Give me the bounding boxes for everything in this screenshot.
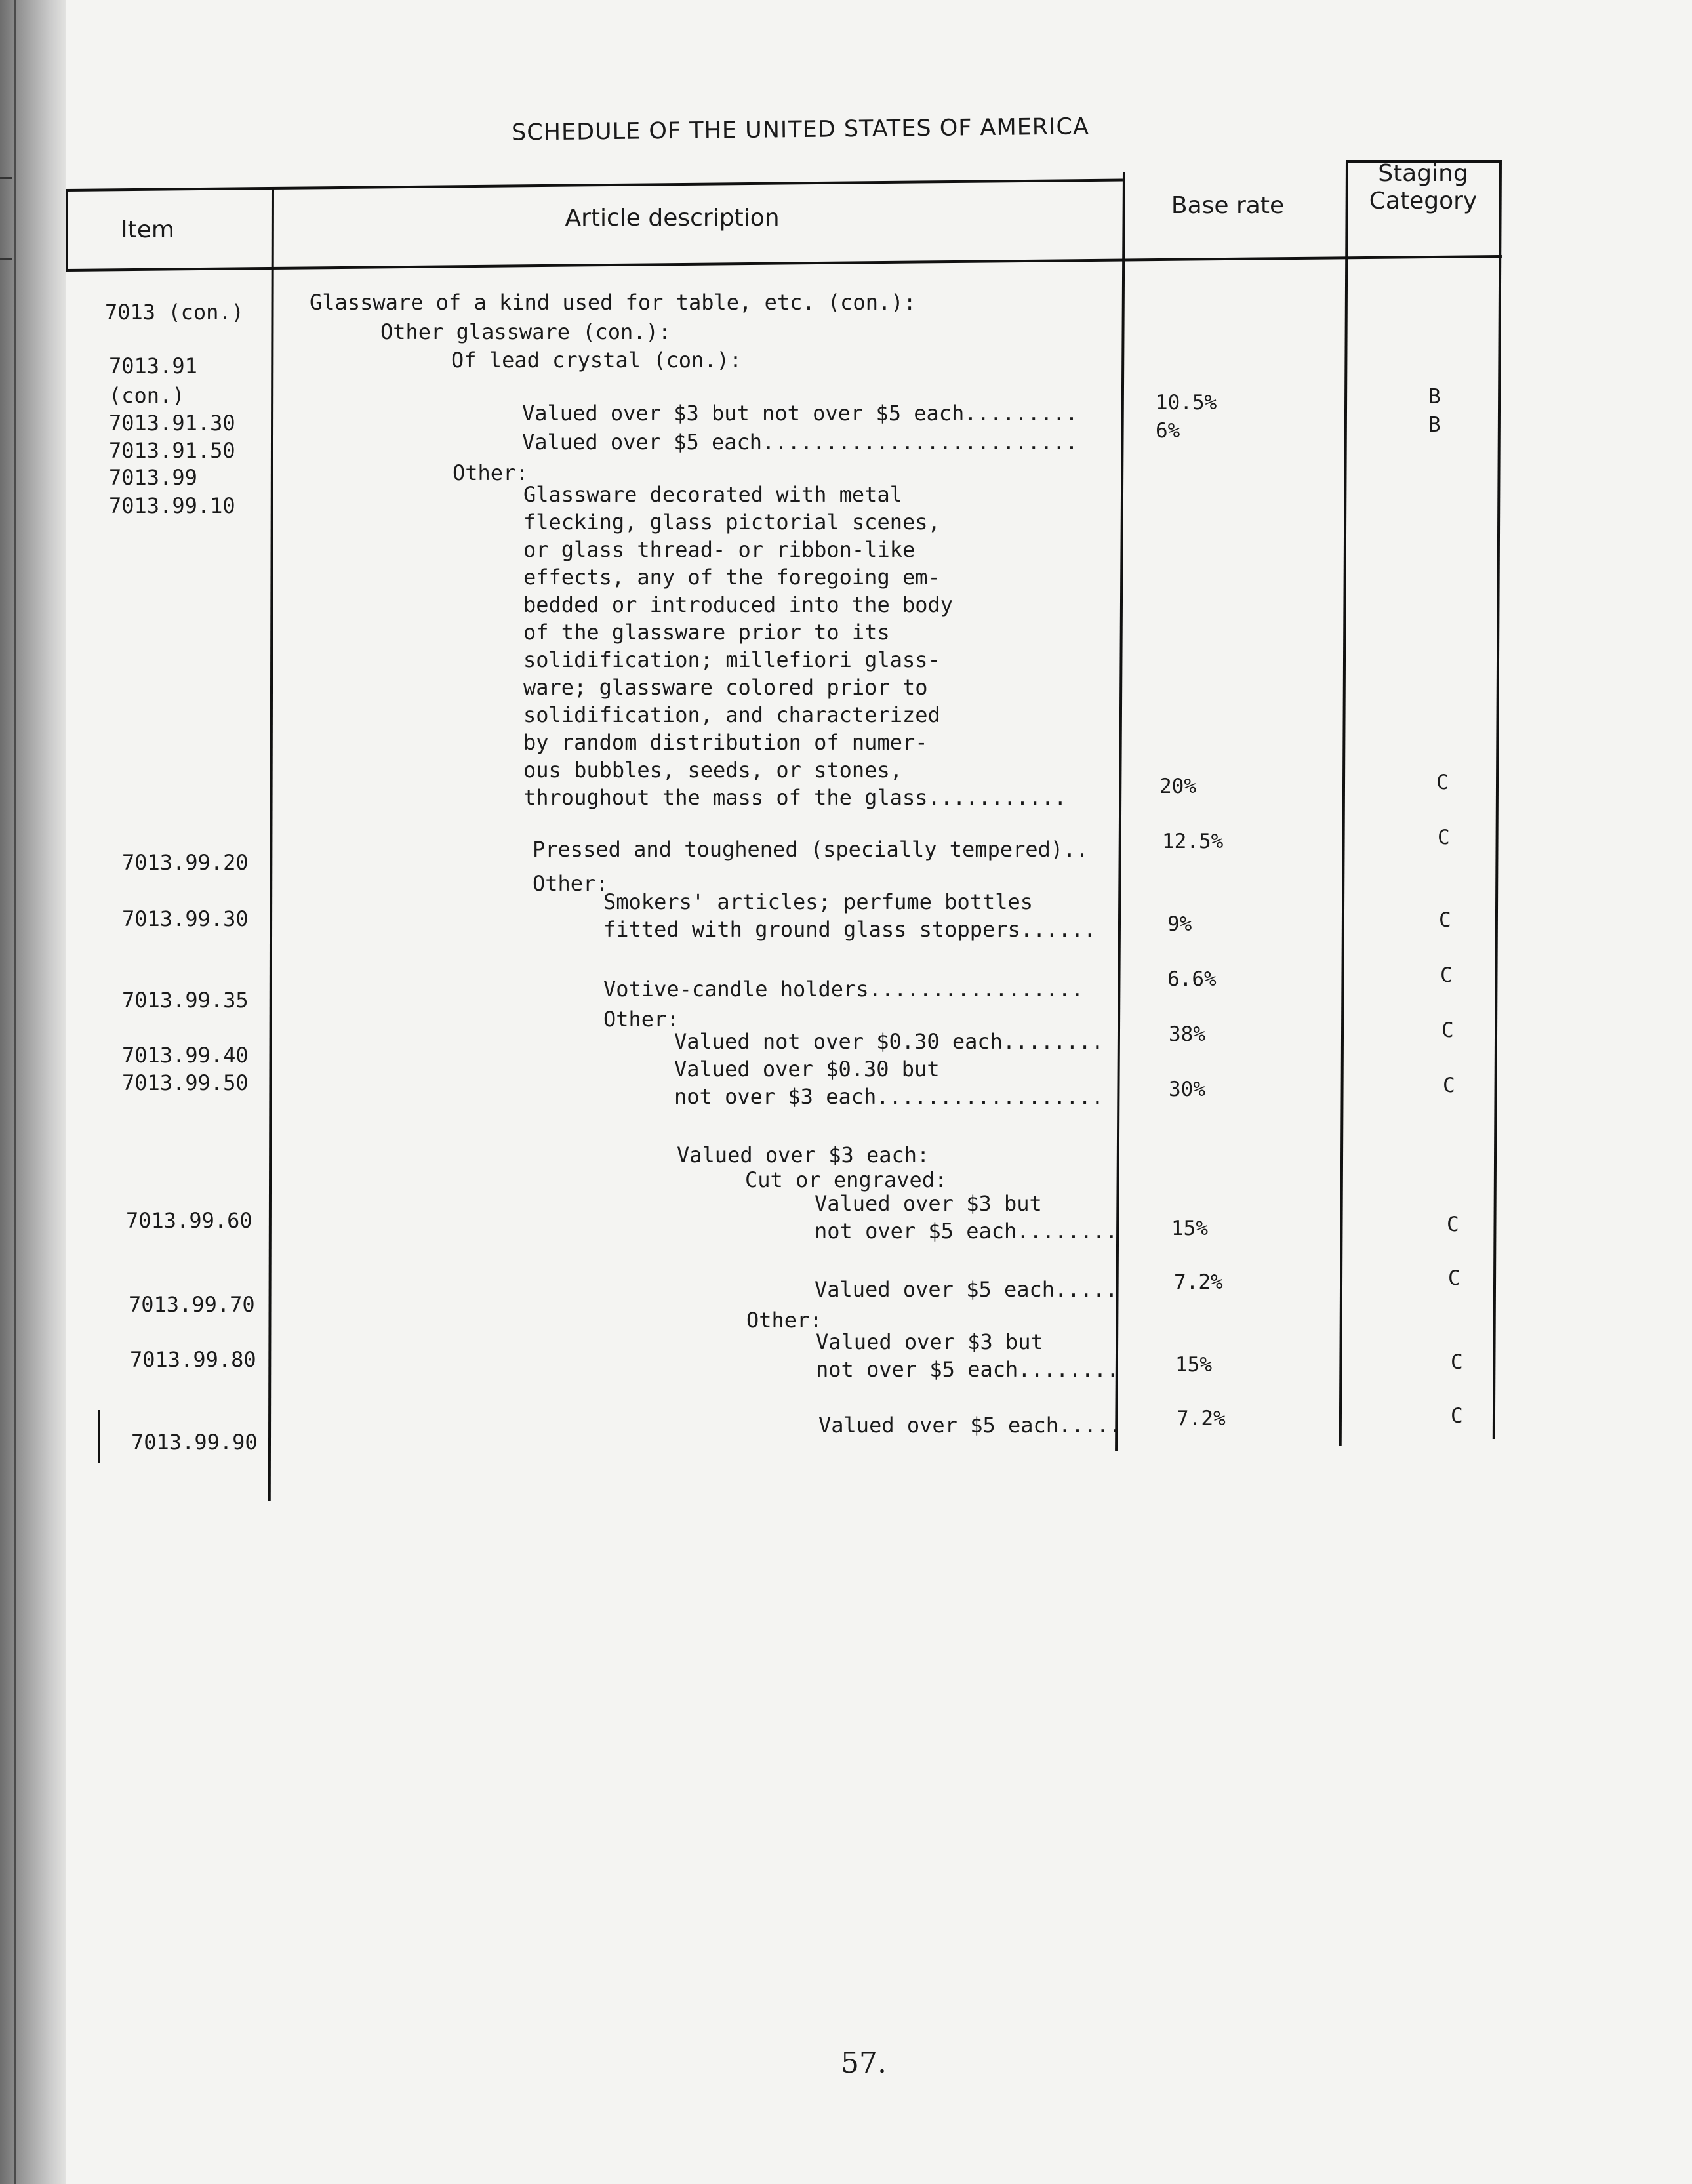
row-description: Valued over $5 each......................... bbox=[522, 430, 1078, 455]
row-description: Other: bbox=[453, 460, 529, 485]
row-item: 7013.99.70 bbox=[129, 1292, 255, 1317]
row-description: Valued not over $0.30 each........ bbox=[674, 1029, 1104, 1054]
row-item: 7013.99.35 bbox=[122, 988, 249, 1013]
row-base-rate: 12.5% bbox=[1162, 830, 1224, 853]
row-staging-category: C bbox=[1448, 1266, 1460, 1290]
row-description: Valued over $3 but not over $5 each........ bbox=[815, 1191, 1118, 1244]
row-staging-category: B bbox=[1428, 385, 1441, 409]
item-col-rule bbox=[268, 189, 274, 1501]
row-item: 7013.99.10 bbox=[109, 493, 235, 518]
row-description: Glassware of a kind used for table, etc. (con.): bbox=[310, 290, 916, 315]
row-item: 7013.91.30 bbox=[109, 411, 235, 435]
row-item: 7013.99.90 bbox=[131, 1430, 258, 1455]
rate-col-rule bbox=[1339, 160, 1348, 1446]
row-base-rate: 15% bbox=[1171, 1217, 1208, 1240]
row-base-rate: 6.6% bbox=[1167, 967, 1217, 991]
row-description: Valued over $3 each: bbox=[677, 1143, 930, 1167]
row-base-rate: 7.2% bbox=[1174, 1270, 1223, 1294]
row-item: 7013 (con.) bbox=[105, 300, 244, 325]
row-staging-category: C bbox=[1436, 771, 1449, 794]
row-base-rate: 38% bbox=[1169, 1022, 1205, 1046]
row-description: Other: bbox=[603, 1007, 679, 1032]
row-description: Glassware decorated with metal flecking, glass pictorial scenes, or glass thread- or ribbon-like effects, any of the foregoing em- bedded or introduced into the body of the glassware prior to its solidification; millefiori glass- ware; glassware colored prior to solidification, and characterized by random distribution of numer- ous bubbles, seeds, or stones, throughout the mass of the glass........... bbox=[523, 482, 1067, 810]
row-base-rate: 6% bbox=[1156, 419, 1180, 443]
row-item: 7013.91.50 bbox=[109, 438, 235, 463]
row-staging-category: C bbox=[1451, 1350, 1463, 1374]
right-border bbox=[1493, 160, 1502, 1439]
row-item: 7013.99.40 bbox=[122, 1043, 249, 1068]
page-number: 57. bbox=[841, 2046, 887, 2080]
row-staging-category: C bbox=[1439, 908, 1451, 932]
row-description: Smokers' articles; perfume bottles fitted with ground glass stoppers...... bbox=[603, 889, 1097, 942]
row-item: 7013.99.30 bbox=[122, 906, 249, 931]
row-staging-category: C bbox=[1443, 1074, 1455, 1097]
row-description: Votive-candle holders................. bbox=[603, 977, 1084, 1001]
row-description: Valued over $5 each..... bbox=[815, 1277, 1118, 1302]
row-item: 7013.99.50 bbox=[122, 1070, 249, 1095]
row-base-rate: 20% bbox=[1159, 775, 1196, 798]
row-description: Valued over $3 but not over $5 each......... bbox=[522, 401, 1078, 426]
row-description: Of lead crystal (con.): bbox=[451, 348, 742, 373]
row-description: Valued over $3 but not over $5 each........ bbox=[816, 1329, 1119, 1382]
row-description: Other glassware (con.): bbox=[380, 319, 672, 344]
row-base-rate: 9% bbox=[1167, 912, 1192, 936]
row-description: Valued over $0.30 but not over $3 each.................. bbox=[674, 1057, 1104, 1109]
desc-col-rule bbox=[1115, 172, 1125, 1451]
left-border bbox=[66, 190, 68, 270]
row-description: Other: bbox=[533, 871, 609, 896]
header-base-rate: Base rate bbox=[1171, 192, 1285, 219]
row-base-rate: 10.5% bbox=[1156, 391, 1217, 415]
row-description: Pressed and toughened (specially tempered).. bbox=[533, 837, 1089, 862]
row-item: 7013.99 bbox=[109, 465, 197, 490]
header-item: Item bbox=[121, 216, 174, 243]
row-item: 7013.99.80 bbox=[130, 1347, 256, 1372]
row-item: (con.) bbox=[109, 383, 185, 408]
row-staging-category: C bbox=[1440, 963, 1453, 987]
row-description: Other: bbox=[746, 1308, 822, 1333]
item-left-rule bbox=[98, 1410, 100, 1463]
header-staging-category: Staging Category bbox=[1369, 160, 1478, 214]
row-staging-category: C bbox=[1441, 1019, 1454, 1042]
row-item: 7013.91 bbox=[109, 354, 197, 378]
row-staging-category: C bbox=[1451, 1404, 1463, 1428]
row-description: Valued over $5 each..... bbox=[818, 1413, 1122, 1438]
row-staging-category: C bbox=[1447, 1213, 1459, 1236]
row-base-rate: 30% bbox=[1169, 1078, 1205, 1101]
row-staging-category: C bbox=[1438, 826, 1450, 849]
header-article-description: Article description bbox=[565, 205, 780, 232]
header-bottom-rule bbox=[66, 255, 1502, 272]
row-staging-category: B bbox=[1428, 413, 1441, 437]
row-base-rate: 7.2% bbox=[1177, 1407, 1226, 1430]
page-title: SCHEDULE OF THE UNITED STATES OF AMERICA bbox=[511, 113, 1090, 146]
row-base-rate: 15% bbox=[1175, 1353, 1212, 1377]
row-item: 7013.99.60 bbox=[126, 1208, 252, 1233]
row-description: Cut or engraved: bbox=[745, 1167, 948, 1192]
table-top-rule bbox=[66, 179, 1123, 192]
row-item: 7013.99.20 bbox=[122, 850, 249, 875]
